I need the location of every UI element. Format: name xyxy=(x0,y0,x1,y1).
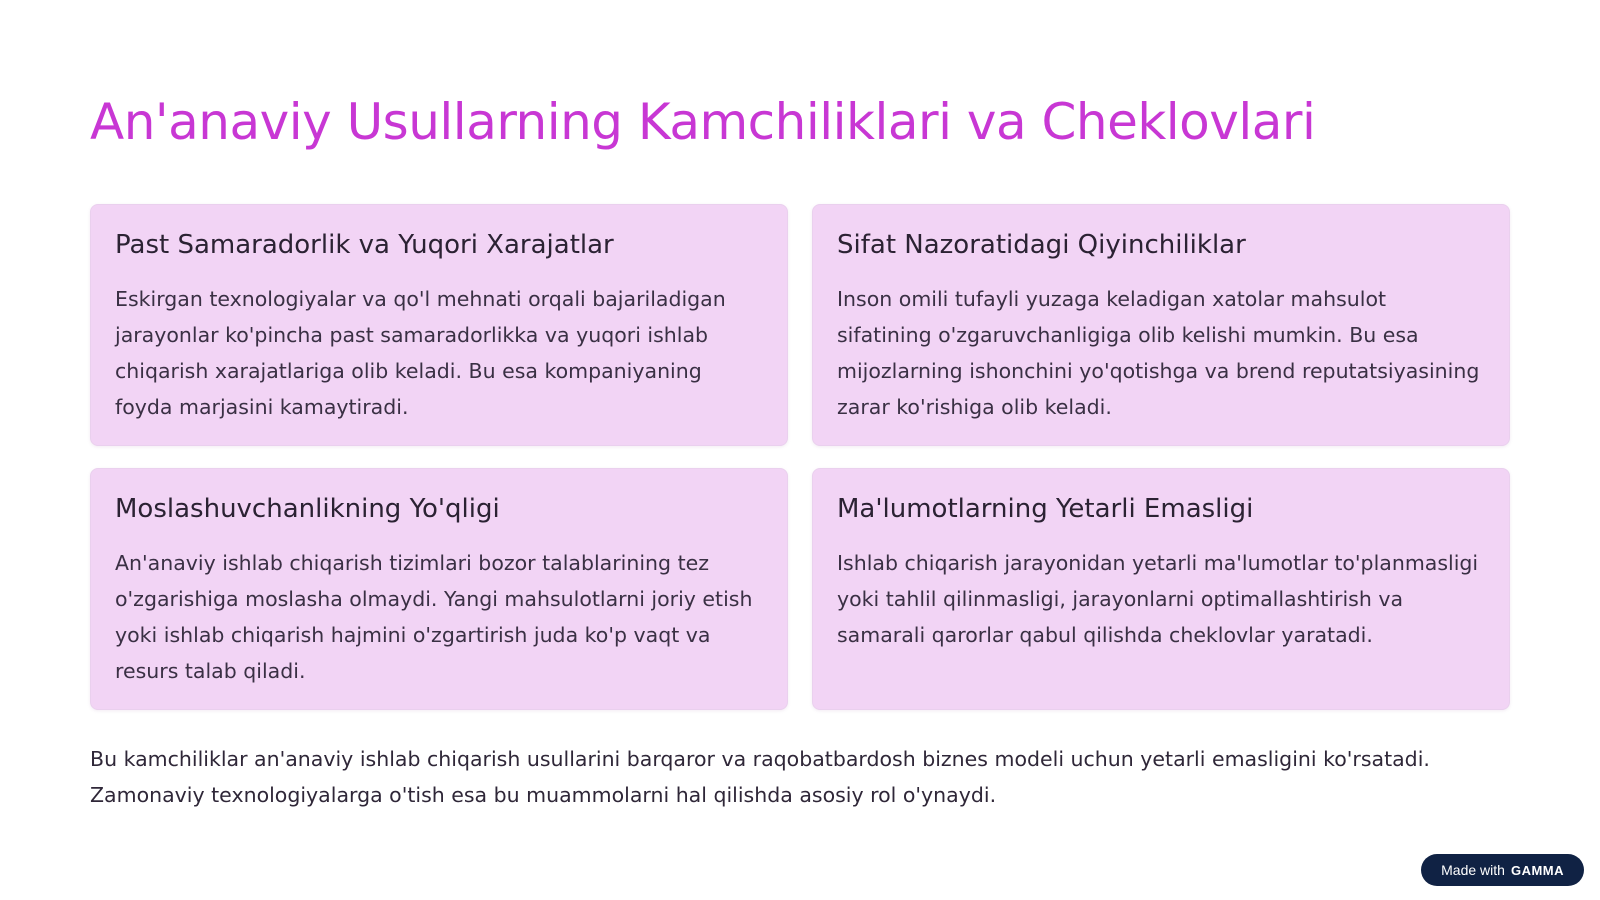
slide-title: An'anaviy Usullarning Kamchiliklari va Cheklovlari xyxy=(90,93,1316,151)
card-body: Inson omili tufayli yuzaga keladigan xatolar mahsulot sifatining o'zgaruvchanligiga olib kelishi mumkin. Bu esa mijozlarning ishonchini yo'qotishga va brend reputatsiyasining zarar ko'rishiga olib keladi. xyxy=(837,286,1480,419)
card-moslashuvchanlik xyxy=(90,468,788,710)
card-body: Ishlab chiqarish jarayonidan yetarli ma'lumotlar to'planmasligi yoki tahlil qilinmasligi, jarayonlarni optimallashtirish va samarali qarorlar qabul qilishda cheklovlar yaratadi. xyxy=(837,550,1479,647)
card-title: Moslashuvchanlikning Yo'qligi xyxy=(115,494,500,524)
card-body: An'anaviy ishlab chiqarish tizimlari bozor talablarining tez o'zgarishiga moslasha olmaydi. Yangi mahsulotlarni joriy etish yoki ishlab chiqarish hajmini o'zgartirish juda ko'p vaqt va resurs talab qiladi. xyxy=(115,550,753,683)
card-past-samaradorlik xyxy=(90,204,788,446)
card-title: Past Samaradorlik va Yuqori Xarajatlar xyxy=(115,230,614,260)
card-sifat-nazorati xyxy=(812,204,1510,446)
made-with-gamma-badge[interactable] xyxy=(1421,854,1584,886)
card-title: Ma'lumotlarning Yetarli Emasligi xyxy=(837,494,1254,524)
card-body: Eskirgan texnologiyalar va qo'l mehnati orqali bajariladigan jarayonlar ko'pincha past samaradorlikka va yuqori ishlab chiqarish xarajatlariga olib keladi. Bu esa kompaniyaning foyda marjasini kamaytiradi. xyxy=(115,286,726,419)
cards-grid xyxy=(90,204,1510,710)
badge-prefix: Made with xyxy=(1441,862,1505,878)
card-title: Sifat Nazoratidagi Qiyinchiliklar xyxy=(837,230,1246,260)
summary-text: Bu kamchiliklar an'anaviy ishlab chiqarish usullarini barqaror va raqobatbardosh biznes modeli uchun yetarli emasligini ko'rsatadi. Zamonaviy texnologiyalarga o'tish esa bu muammolarni hal qilishda asosiy rol o'ynaydi. xyxy=(90,747,1430,807)
card-malumotlar xyxy=(812,468,1510,710)
gamma-logo: GAMMA xyxy=(1510,862,1564,878)
